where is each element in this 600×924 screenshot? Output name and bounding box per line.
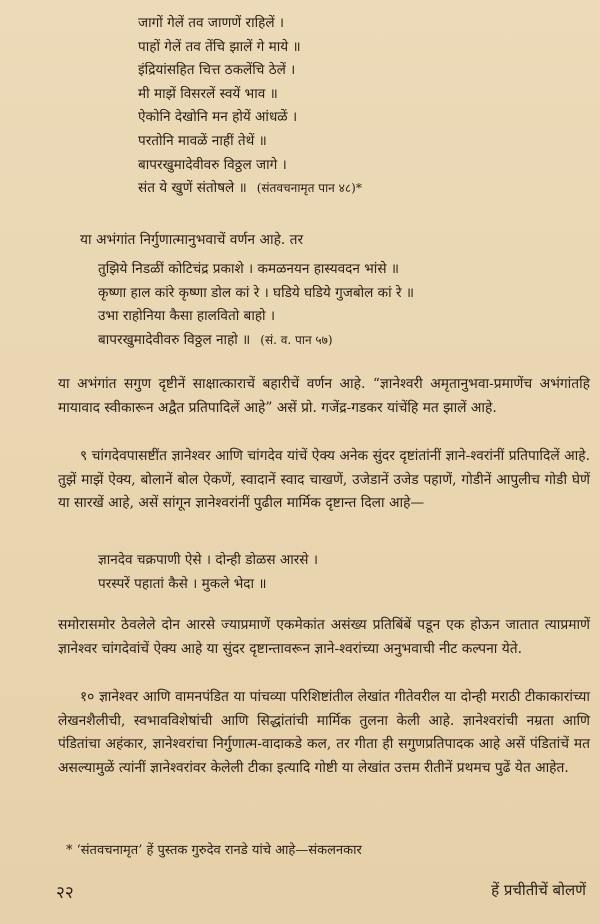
- verse-line-with-reference: [98, 329, 414, 353]
- verse-line: मी माझें विसरलें स्वयें भाव ॥: [138, 85, 278, 102]
- verse-line-with-reference: [138, 177, 362, 201]
- page-footer: [56, 880, 590, 906]
- intro-paragraph: या अभंगांत निर्गुणात्मानुभवाचें वर्णन आहे. तर: [80, 232, 304, 248]
- source-reference: (संतवचनामृत पान ४८)*: [256, 181, 362, 196]
- page-number: २२: [56, 883, 74, 903]
- body-paragraph: या अभंगांत सगुण दृष्टीनें साक्षात्काराचें बहारीचें वर्णन आहे. “ज्ञानेश्वरी अमृतानुभवा-प्रमाणेंच अभंगांतहि मायावाद स्वीकारून अद्वैत प्रतिपादिलें आहे” असें प्रो. गजेंद्र-गडकर यांचेंहि मत झालें आहे.: [58, 376, 590, 416]
- abhang-verse-block-2: [98, 258, 414, 352]
- numbered-paragraph-10: १० ज्ञानेश्वर आणि वामनपंडित या पांचव्या परिशिष्टांतील लेखांत गीतेवरील या दोन्ही मराठी टीकाकारांच्या लेखनशैलीची, स्वभावविशेषांची आणि सिद्धांतांची मार्मिक तुलना केली आहे. ज्ञानेश्वरांची नम्रता आणि पंडितांचा अहंकार, ज्ञानेश्वरांचा निर्गुणात्म-वादाकडे कल, तर गीता ही सगुणप्रतिपादक आहे असें पंडितांचें मत असल्यामुळें त्यांनीं ज्ञानेश्वरांवर केलेली टीका इत्यादि गोष्टी या लेखांत उत्तम रीतीनें प्रथमच पुढें येत आहेत.: [58, 689, 590, 776]
- verse-line: बापरखुमादेवीवरु विठ्ठल नाहो ॥: [98, 331, 251, 348]
- verse-line: पाहों गेलें तव तेंचि झालें गे माये ॥: [138, 38, 301, 55]
- verse-line: परतोनि मावळें नाहीं तेथें ॥: [138, 132, 267, 149]
- verse-line: तुझिये निडळीं कोटिचंद्र प्रकाशे । कमळनयन हास्यवदन भांसे ॥: [98, 261, 399, 277]
- body-paragraph: समोरासमोर ठेवलेले दोन आरसे ज्याप्रमाणें एकमेकांत असंख्य प्रतिबिंबें पडून एक होऊन जातात त्याप्रमाणें ज्ञानेश्वर चांगदेवांचें ऐक्य आहे या सुंदर दृष्टान्तावरून ज्ञाने-श्वरांच्या अनुभवाची नीट कल्पना येते.: [58, 617, 590, 657]
- verse-line: इंद्रियांसहित चित्त ठकलेंचि ठेलें ।: [138, 62, 296, 79]
- verse-line: जागों गेलें तव जाणणें राहिलें ।: [138, 15, 285, 31]
- verse-line: उभा राहोनिया कैसा हालवितो बाहो ।: [98, 308, 276, 325]
- numbered-paragraph-9: ९ चांगदेवपासष्टींत ज्ञानेश्वर आणि चांगदेव यांचें ऐक्य अनेक सुंदर दृष्टांतांनीं ज्ञाने-श्वरांनीं प्रतिपादिलें आहे. तुझें माझें ऐक्य, बोलानें बोल ऐकणें, स्वादानें स्वाद चाखणें, उजेडानें उजेड पहाणें, गोडीनें आपुलीच गोडी घेणें या सारखें आहे, असें सांगून ज्ञानेश्वरांनीं पुढील मार्मिक दृष्टान्त दिला आहे—: [58, 448, 590, 512]
- verse-line: ऐकोनि देखोनि मन होयें आंधळें ।: [138, 109, 298, 126]
- source-reference: (सं. व. पान ५७): [260, 332, 333, 347]
- footnote: * ‘संतवचनामृत’ हें पुस्तक गुरुदेव रानडे यांचे आहे—संकलनकार: [66, 843, 362, 858]
- verse-line: बापरखुमादेवीवरु विठ्ठल जागे ।: [138, 156, 287, 173]
- abhang-verse-block-1: [138, 12, 362, 201]
- running-title: हें प्रचीतीचें बोलणें: [491, 881, 586, 899]
- verse-line: कृष्णा हाल कांरे कृष्णा डोल कां रे । घडिये घडिये गुजबोल कां रे ॥: [98, 284, 414, 301]
- verse-line: संत ये खुणें संतोषले ॥: [138, 180, 247, 197]
- verse-line: ज्ञानदेव चक्रपाणी ऐसे । दोन्ही डोळस आरसे ।: [98, 552, 318, 568]
- verse-line: परस्परें पहातां कैसे । मुकले भेदा ॥: [98, 575, 267, 592]
- ovi-verse-block: [98, 549, 318, 596]
